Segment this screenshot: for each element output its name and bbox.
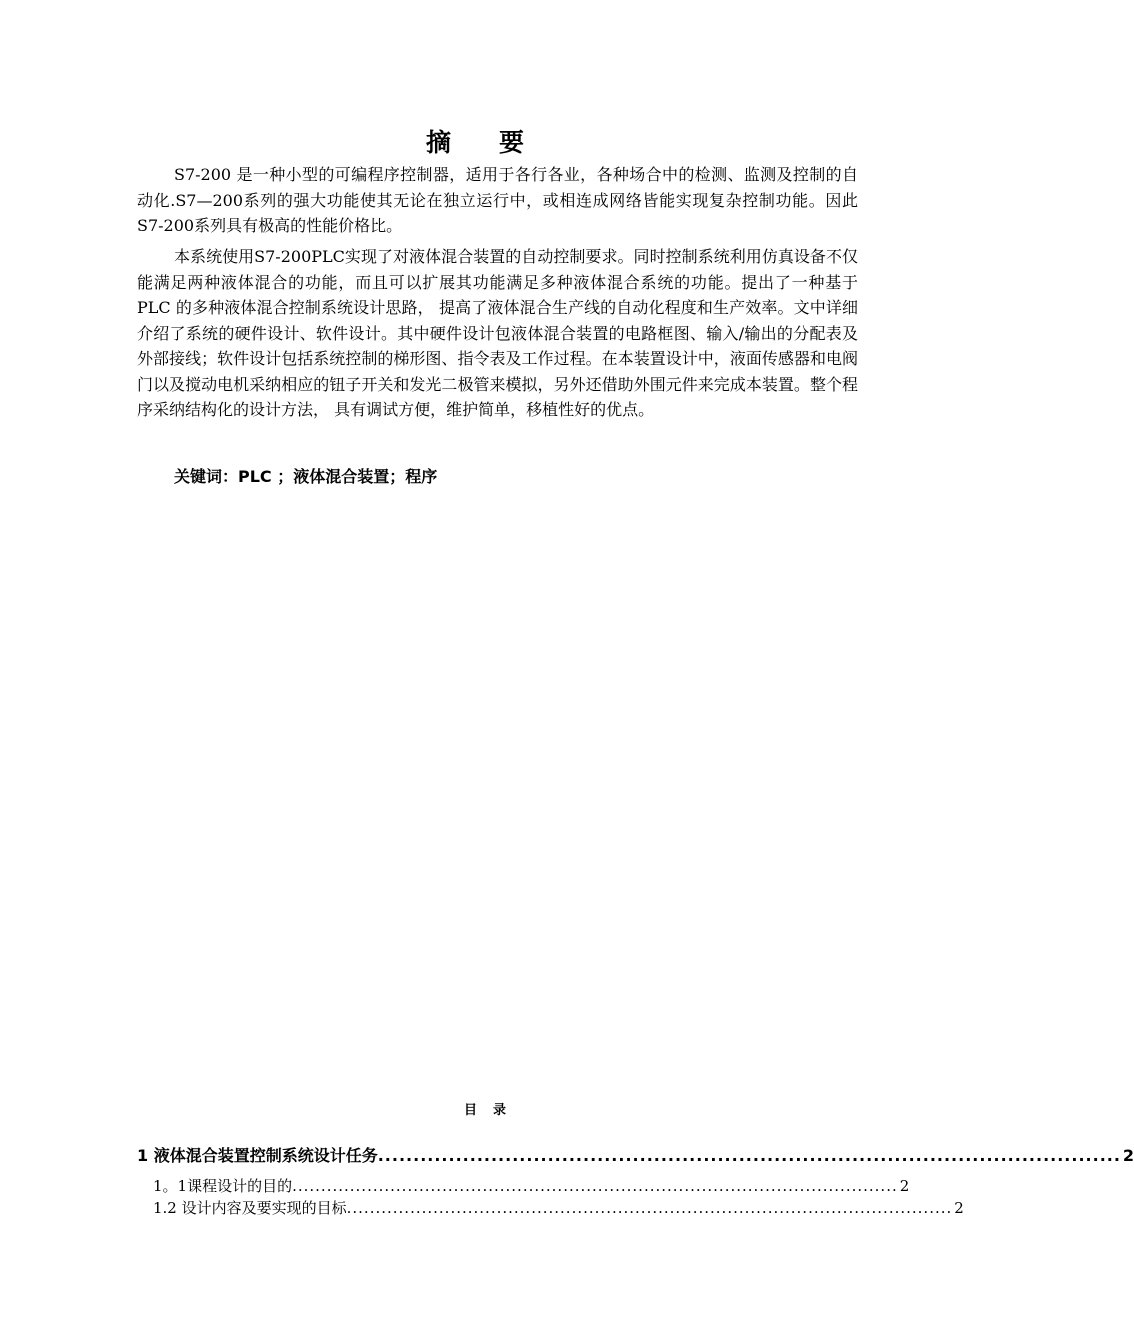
toc-entry-label: 1 液体混合装置控制系统设计任务 (137, 1146, 378, 1165)
toc-entry-label: 1。1课程设计的目的 (153, 1177, 293, 1195)
abstract-paragraph-1-container (137, 162, 858, 239)
toc-page-number: 2 (1122, 1146, 1134, 1165)
toc-entry-label: 1.2 设计内容及要实现的目标 (153, 1199, 347, 1217)
toc-leader-dots: ......................................................................................................... (346, 1199, 953, 1217)
abstract-title: 摘要 (425, 128, 572, 157)
toc-page-number: 2 (899, 1177, 910, 1195)
toc-entry-1[interactable] (137, 1143, 1134, 1168)
abstract-paragraph-2-container (137, 244, 858, 423)
toc-leader-dots: ......................................................................................................... (292, 1177, 898, 1195)
toc-entry-1-2[interactable] (153, 1197, 964, 1219)
abstract-paragraph-2: 本系统使用S7-200PLC实现了对液体混合装置的自动控制要求。同时控制系统利用仿真设备不仅能满足两种液体混合的功能，而且可以扩展其功能满足多种液体混合系统的功能。提出了一种基于PLC 的多种液体混合控制系统设计思路， 提高了液体混合生产线的自动化程度和生产效率。文中详细介绍了系统的硬件设计、软件设计。其中硬件设计包液体混合装置的电路框图、输入/输出的分配表及外部接线；软件设计包括系统控制的梯形图、指令表及工作过程。在本装置设计中，液面传感器和电阀门以及搅动电机采纳相应的钮子开关和发光二极管来模拟，另外还借助外围元件来完成本装置。整个程序采纳结构化的设计方法， 具有调试方便，维护简单，移植性好的优点。 (137, 247, 858, 419)
toc-leader-dots: ......................................................................................................... (377, 1146, 1121, 1165)
toc-entry-1-1[interactable] (153, 1175, 910, 1197)
abstract-paragraph-1: S7-200 是一种小型的可编程序控制器，适用于各行各业，各种场合中的检测、监测及控制的自动化.S7—200系列的强大功能使其无论在独立运行中，或相连成网络皆能实现复杂控制功能。因此S7-200系列具有极高的性能价格比。 (137, 165, 858, 235)
keywords-line: 关键词：PLC ；液体混合装置；程序 (174, 467, 438, 486)
toc-page-number: 2 (954, 1199, 964, 1217)
toc-title: 目录 (463, 1103, 522, 1118)
